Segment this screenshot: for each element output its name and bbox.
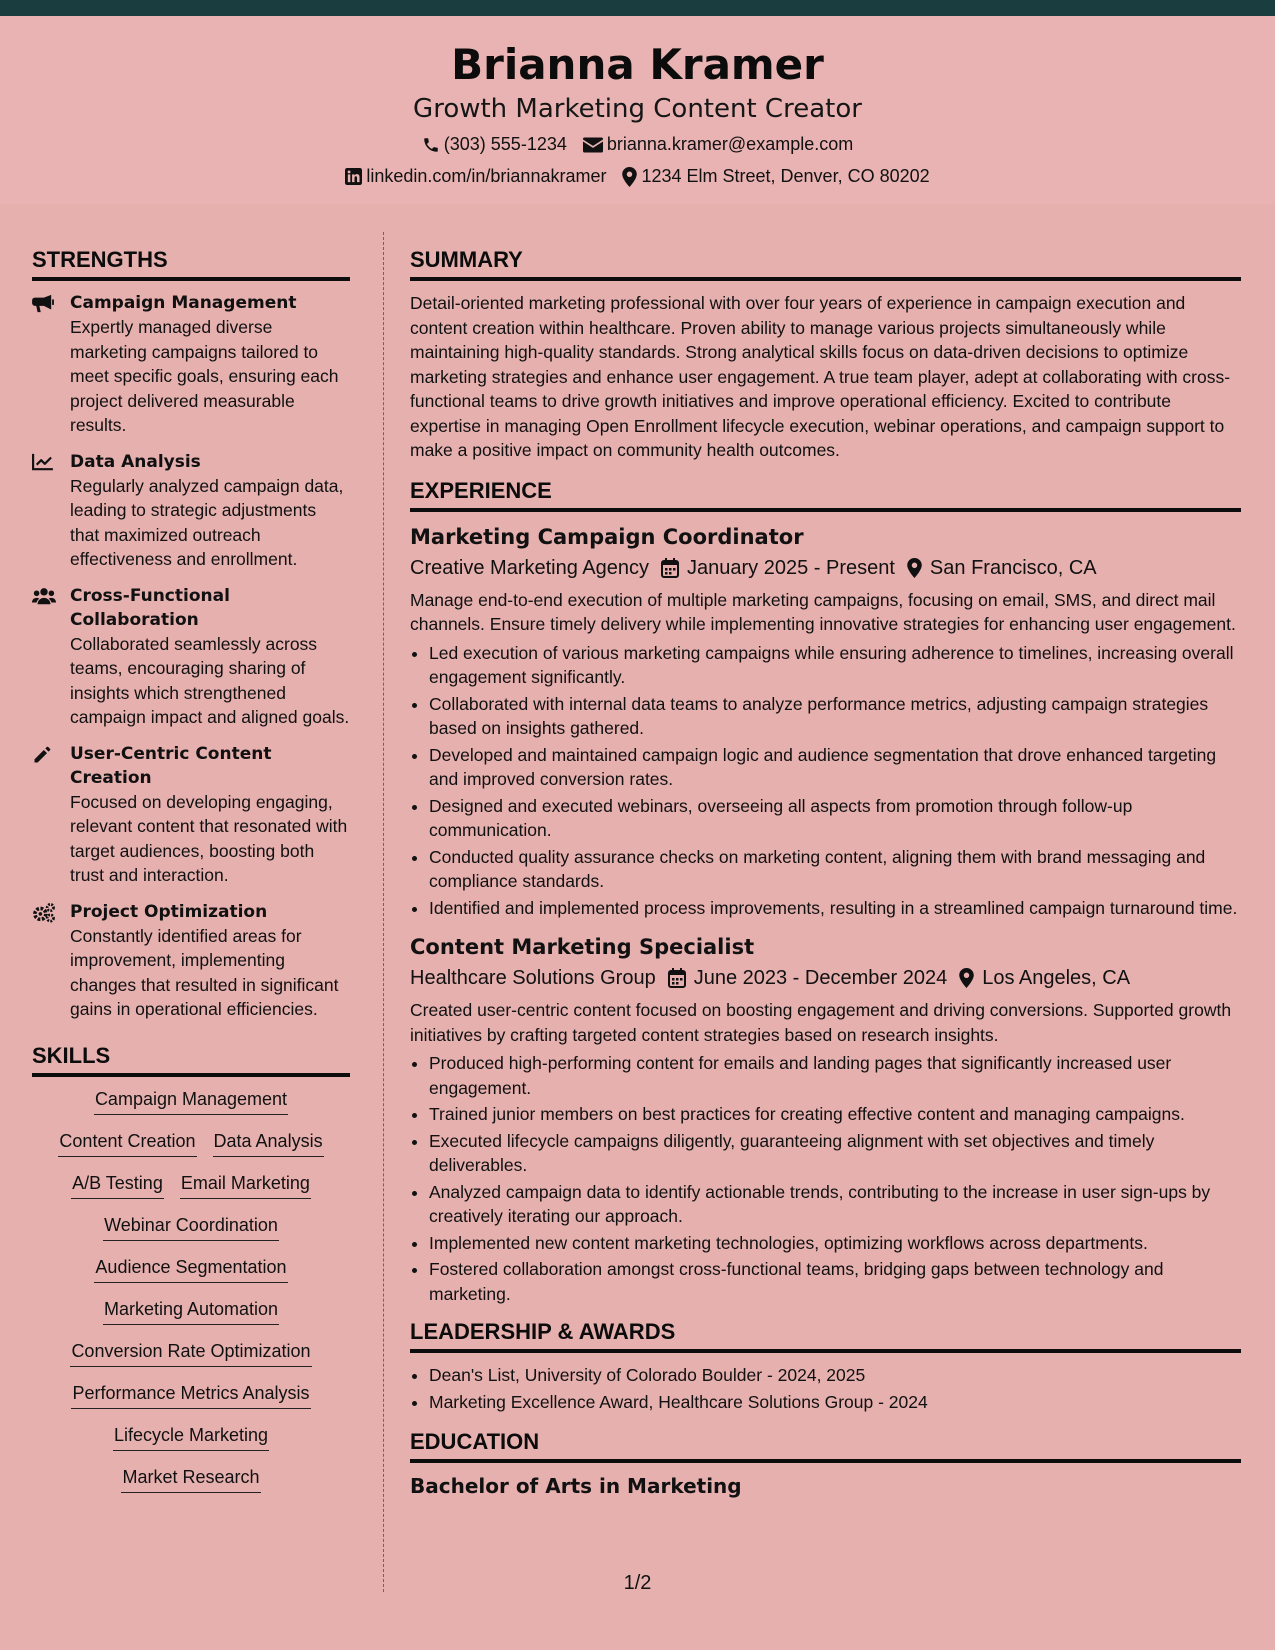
strength-title: User-Centric Content Creation bbox=[70, 743, 272, 788]
awards-list bbox=[410, 1363, 1241, 1414]
job-location: San Francisco, CA bbox=[929, 556, 1097, 579]
job-bullet: • Conducted quality assurance checks on marketing content, aligning them with brand messaging and compliance standards. bbox=[429, 845, 1241, 894]
resume-header bbox=[0, 16, 1275, 204]
envelope-icon bbox=[583, 137, 603, 153]
job-dates: January 2025 - Present bbox=[687, 556, 895, 579]
strength-item bbox=[32, 742, 350, 888]
skill-tag: Webinar Coordination bbox=[103, 1213, 279, 1241]
job-bullet: • Executed lifecycle campaigns diligently, guaranteeing alignment with set objectives and timely deliverables. bbox=[429, 1129, 1241, 1178]
column-divider bbox=[383, 232, 384, 1592]
education-degree: Bachelor of Arts in Marketing bbox=[410, 1474, 742, 1498]
job-title: Content Marketing Specialist bbox=[410, 935, 755, 959]
skill-tag: Audience Segmentation bbox=[94, 1255, 287, 1283]
page-number: 1/2 bbox=[623, 1572, 652, 1594]
map-marker-icon bbox=[622, 167, 637, 187]
strength-title: Cross-Functional Collaboration bbox=[70, 585, 230, 630]
phone-icon bbox=[422, 136, 440, 154]
phone-text: (303) 555-1234 bbox=[443, 134, 567, 154]
job-summary: Created user-centric content focused on boosting engagement and driving conversions. Supported growth initiatives by crafting targeted content strategies based on research insights. bbox=[410, 1000, 1232, 1045]
experience-heading: EXPERIENCE bbox=[410, 477, 1241, 512]
candidate-title: Growth Marketing Content Creator bbox=[413, 94, 862, 124]
cogs-icon bbox=[32, 903, 56, 923]
skill-tag: Conversion Rate Optimization bbox=[70, 1339, 311, 1367]
phone-contact bbox=[422, 134, 567, 155]
strength-title: Campaign Management bbox=[70, 293, 297, 313]
job-bullet: • Collaborated with internal data teams to analyze performance metrics, adjusting campaign strategies based on insights gathered. bbox=[429, 692, 1241, 741]
strength-desc: Collaborated seamlessly across teams, encouraging sharing of insights which strengthened campaign impact and aligned goals. bbox=[70, 633, 350, 727]
chart-line-icon bbox=[32, 453, 54, 471]
strength-desc: Focused on developing engaging, relevant content that resonated with target audiences, boosting both trust and interaction. bbox=[70, 791, 348, 885]
job-location: Los Angeles, CA bbox=[982, 967, 1131, 989]
email-contact[interactable] bbox=[583, 134, 853, 155]
skills-heading: SKILLS bbox=[32, 1042, 350, 1077]
skill-tag: Data Analysis bbox=[213, 1129, 324, 1157]
skill-tag: Content Creation bbox=[58, 1129, 196, 1157]
skill-tag: Marketing Automation bbox=[103, 1297, 279, 1325]
summary-heading: SUMMARY bbox=[410, 246, 1241, 281]
contact-row-secondary bbox=[0, 166, 1275, 187]
job-bullet: • Produced high-performing content for emails and landing pages that significantly increased user engagement. bbox=[429, 1051, 1241, 1100]
strength-item bbox=[32, 584, 350, 730]
map-marker-icon bbox=[959, 968, 974, 988]
awards-heading: LEADERSHIP & AWARDS bbox=[410, 1318, 1241, 1353]
job-bullet: • Implemented new content marketing technologies, optimizing workflows across departments. bbox=[429, 1231, 1241, 1256]
bullhorn-icon bbox=[32, 294, 54, 314]
map-marker-icon bbox=[907, 558, 922, 578]
skill-tag: A/B Testing bbox=[71, 1171, 164, 1199]
contact-row-primary bbox=[0, 134, 1275, 155]
address-text: 1234 Elm Street, Denver, CO 80202 bbox=[641, 166, 930, 186]
strength-item bbox=[32, 291, 350, 438]
job-bullets bbox=[410, 1051, 1241, 1306]
skill-tag: Lifecycle Marketing bbox=[113, 1423, 269, 1451]
left-column bbox=[32, 246, 350, 1507]
strengths-heading: STRENGTHS bbox=[32, 246, 350, 281]
strength-desc: Constantly identified areas for improvement, implementing changes that resulted in significant gains in operational efficiencies. bbox=[70, 925, 339, 1019]
job-dates: June 2023 - December 2024 bbox=[693, 967, 948, 989]
education-heading: EDUCATION bbox=[410, 1428, 1241, 1463]
strength-title: Project Optimization bbox=[70, 901, 268, 922]
job-entry bbox=[410, 932, 1241, 1306]
skill-tag: Market Research bbox=[121, 1465, 260, 1493]
calendar-icon bbox=[661, 558, 679, 578]
job-meta bbox=[410, 552, 1241, 584]
email-text[interactable]: brianna.kramer@example.com bbox=[606, 134, 854, 154]
job-company: Healthcare Solutions Group bbox=[410, 967, 656, 989]
strength-title: Data Analysis bbox=[70, 451, 201, 472]
strength-desc: Expertly managed diverse marketing campaigns tailored to meet specific goals, ensuring each project delivered measurable results. bbox=[70, 317, 339, 435]
job-bullet: • Analyzed campaign data to identify actionable trends, contributing to the increase in user sign-ups by creatively iterating our approach. bbox=[429, 1180, 1241, 1229]
skills-list bbox=[32, 1087, 350, 1493]
candidate-name: Brianna Kramer bbox=[451, 40, 824, 89]
award-item: • Dean's List, University of Colorado Boulder - 2024, 2025 bbox=[429, 1363, 1241, 1388]
strength-item bbox=[32, 450, 350, 572]
skill-tag: Campaign Management bbox=[94, 1087, 288, 1115]
linkedin-icon bbox=[345, 168, 362, 185]
award-item: • Marketing Excellence Award, Healthcare Solutions Group - 2024 bbox=[429, 1390, 1241, 1415]
job-entry bbox=[410, 522, 1241, 921]
pencil-icon bbox=[32, 745, 52, 765]
address-contact bbox=[622, 166, 929, 187]
job-bullet: • Trained junior members on best practices for creating effective content and managing campaigns. bbox=[429, 1102, 1241, 1127]
right-column bbox=[410, 246, 1241, 1499]
job-bullet: • Developed and maintained campaign logic and audience segmentation that drove enhanced targeting and improved conversion rates. bbox=[429, 743, 1241, 792]
skill-tag: Performance Metrics Analysis bbox=[71, 1381, 310, 1409]
strength-desc: Regularly analyzed campaign data, leading to strategic adjustments that maximized outreach effectiveness and enrollment. bbox=[70, 475, 344, 569]
summary-text: Detail-oriented marketing professional with over four years of experience in campaign execution and content creation within healthcare. Proven ability to manage various projects simultaneously while maintaining high-quality standards. Strong analytical skills focus on data-driven decisions to optimize marketing strategies and enhance user engagement. A true team player, adept at collaborating with cross-functional teams to drive growth initiatives and improve operational efficiency. Excited to contribute expertise in managing Open Enrollment lifecycle execution, webinar operations, and campaign support to make a positive impact on community health outcomes. bbox=[410, 293, 1231, 460]
job-summary: Manage end-to-end execution of multiple marketing campaigns, focusing on email, SMS, and direct mail channels. Ensure timely delivery while implementing innovative strategies for enhancing user engagement. bbox=[410, 589, 1236, 634]
job-bullets bbox=[410, 641, 1241, 921]
linkedin-text[interactable]: linkedin.com/in/briannakramer bbox=[366, 166, 607, 186]
job-meta bbox=[410, 962, 1241, 994]
top-accent-bar bbox=[0, 0, 1275, 16]
job-bullet: • Fostered collaboration amongst cross-functional teams, bridging gaps between technology and marketing. bbox=[429, 1257, 1241, 1306]
job-title: Marketing Campaign Coordinator bbox=[410, 524, 804, 549]
users-icon bbox=[32, 587, 56, 605]
job-bullet: • Led execution of various marketing campaigns while ensuring adherence to timelines, increasing overall engagement significantly. bbox=[429, 641, 1241, 690]
job-bullet: • Identified and implemented process improvements, resulting in a streamlined campaign turnaround time. bbox=[429, 896, 1241, 921]
linkedin-contact[interactable] bbox=[345, 166, 606, 187]
job-bullet: • Designed and executed webinars, overseeing all aspects from promotion through follow-up communication. bbox=[429, 794, 1241, 843]
calendar-icon bbox=[668, 968, 686, 988]
strength-item bbox=[32, 900, 350, 1022]
job-company: Creative Marketing Agency bbox=[410, 556, 650, 579]
skill-tag: Email Marketing bbox=[180, 1171, 311, 1199]
